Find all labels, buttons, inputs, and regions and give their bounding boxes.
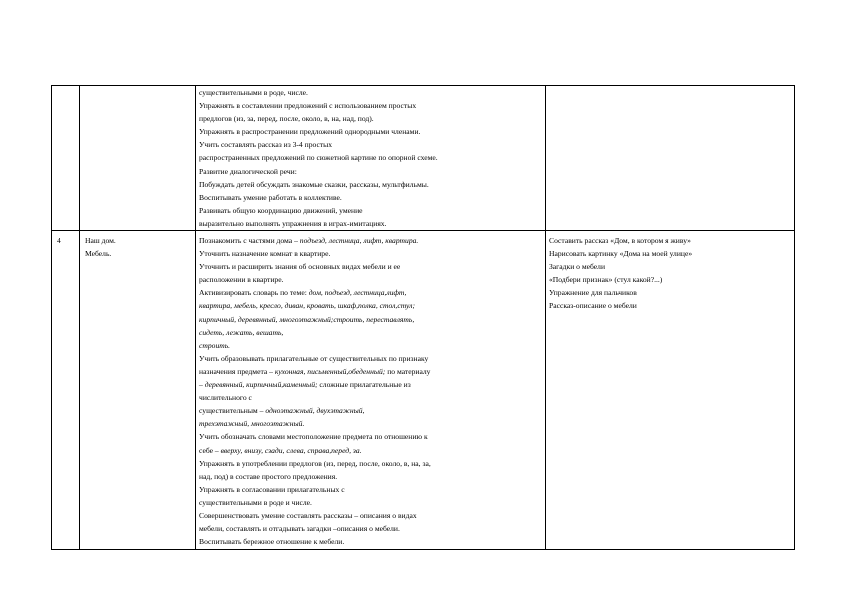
text-segment: существительными в роде, числе. <box>199 88 308 97</box>
topic-line: Мебель. <box>85 249 112 259</box>
text-segment: Развивать общую координацию движений, умение <box>199 205 363 215</box>
content-line <box>199 404 431 417</box>
content-cell <box>199 234 431 548</box>
text-segment: Познакомить с частями дома – <box>199 236 300 245</box>
content-line <box>199 483 431 496</box>
content-line <box>199 509 431 522</box>
text-segment: Упражнять в составлении предложений с использованием простых <box>199 101 417 111</box>
text-segment: Упражнять в распространении предложений однородными членами. <box>199 127 421 137</box>
col-border-1 <box>79 85 80 550</box>
text-segment: Активизировать словарь по теме: <box>199 288 309 298</box>
row-divider <box>51 230 795 231</box>
text-segment: числительного с <box>199 393 252 403</box>
col-border-right <box>794 85 795 550</box>
content-line <box>199 273 431 286</box>
continued-content-line <box>199 125 438 138</box>
text-segment: выразительно выполнять упражнения в играх-имитациях. <box>199 218 387 228</box>
content-line <box>199 286 431 299</box>
row-number: 4 <box>57 236 61 245</box>
activity-line: Упражнение для пальчиков <box>549 288 637 298</box>
content-line <box>199 234 431 247</box>
text-segment: Побуждать детей обсуждать знакомые сказки, рассказы, мультфильмы. <box>199 179 429 189</box>
continued-content-line <box>199 86 438 99</box>
text-segment: Развитие диалогической речи: <box>199 166 297 176</box>
text-segment: Уточнить назначение комнат в квартире. <box>199 249 331 259</box>
continued-content-line <box>199 191 438 204</box>
content-line <box>199 522 431 535</box>
topic-cell <box>85 234 116 260</box>
activity-cell <box>549 234 692 313</box>
text-segment: кирпичный, деревянный, многоэтажный;строить, переставлять, <box>199 314 415 324</box>
text-segment: мебели, составлять и отгадывать загадки –описания о мебели. <box>199 524 400 534</box>
continued-content-line <box>199 99 438 112</box>
text-segment: Воспитывать умение работать в коллективе. <box>199 192 342 202</box>
activity-line: «Подбери признак» (стул какой?...) <box>549 275 663 285</box>
activity-line: Нарисовать картинку «Дома на моей улице» <box>549 249 693 259</box>
content-line <box>199 470 431 483</box>
text-segment: Учить образовывать прилагательные от существительных по признаку <box>199 353 429 363</box>
content-line <box>199 391 431 404</box>
activity-line: Загадки о мебели <box>549 262 606 272</box>
content-line <box>199 339 431 352</box>
plan-table <box>51 85 795 550</box>
text-segment: Упражнять в употреблении предлогов (из, перед, после, около, в, на, за, <box>199 458 431 468</box>
continued-content-line <box>199 151 438 164</box>
text-segment: Учить составлять рассказ из 3-4 простых <box>199 140 333 150</box>
text-segment: вверху, внизу, сзади, слева, справа,перед, за. <box>220 445 362 455</box>
text-segment: предлогов (из, за, перед, после, около, в, на, над, под). <box>199 114 374 124</box>
continued-content-line <box>199 178 438 191</box>
row-number-cell <box>57 234 61 247</box>
text-segment: существительным – <box>199 406 266 416</box>
col-border-2 <box>195 85 196 550</box>
content-line <box>199 352 431 365</box>
text-segment: кухонная, письменный,обеденный; <box>274 366 386 376</box>
text-segment: квартира, мебель, кресло, диван, кровать, шкаф,полка, стол,стул; <box>199 301 415 311</box>
text-segment: трехэтажный, многоэтажный. <box>199 419 305 429</box>
text-segment: дом, подъезд, лестница,лифт, <box>308 288 407 298</box>
activity-line: Составить рассказ «Дом, в котором я живу» <box>549 236 691 245</box>
text-segment: – <box>199 380 205 390</box>
content-line <box>199 444 431 457</box>
text-segment: назначения предмета – <box>199 366 275 376</box>
content-line <box>199 260 431 273</box>
text-segment: Упражнять в согласовании прилагательных с <box>199 484 345 494</box>
text-segment: Учить обозначать словами местоположение предмета по отношению к <box>199 432 428 442</box>
text-segment: над, под) в составе простого предложения. <box>199 471 338 481</box>
continued-content-line <box>199 138 438 151</box>
text-segment: сложные прилагательные из <box>317 380 411 390</box>
col-border-3 <box>545 85 546 550</box>
content-line <box>199 457 431 470</box>
content-line <box>199 326 431 339</box>
continued-content-line <box>199 204 438 217</box>
content-line <box>199 496 431 509</box>
text-segment: строить. <box>199 340 231 350</box>
text-segment: по материалу <box>385 366 431 376</box>
content-line <box>199 417 431 430</box>
content-line <box>199 247 431 260</box>
text-segment: деревянный, кирпичный,каменный; <box>204 380 318 390</box>
text-segment: подъезд, лестница, лифт, квартира. <box>299 236 419 245</box>
activity-line: Рассказ-описание о мебели <box>549 301 637 311</box>
text-segment: распространенных предложений по сюжетной картине по опорной схеме. <box>199 153 438 163</box>
content-line <box>199 313 431 326</box>
text-segment: Воспитывать бережное отношение к мебели. <box>199 537 345 547</box>
text-segment: себе – <box>199 445 221 455</box>
table-bottom-border <box>51 549 795 550</box>
text-segment: Совершенствовать умение составлять рассказы – описания о видах <box>199 510 417 520</box>
text-segment: Уточнить и расширить знания об основных видах мебели и ее <box>199 262 401 272</box>
continued-content-line <box>199 165 438 178</box>
col-border-left <box>51 85 52 550</box>
content-line <box>199 535 431 548</box>
topic-line: Наш дом. <box>85 236 116 245</box>
content-cell-continued <box>199 86 438 230</box>
content-line <box>199 299 431 312</box>
content-line <box>199 378 431 391</box>
continued-content-line <box>199 112 438 125</box>
content-line <box>199 430 431 443</box>
content-line <box>199 365 431 378</box>
continued-content-line <box>199 217 438 230</box>
text-segment: одноэтажный, двухэтажный, <box>265 406 365 416</box>
text-segment: сидеть, лежать, вешать, <box>199 327 284 337</box>
text-segment: существительными в роде и числе. <box>199 497 312 507</box>
text-segment: расположении в квартире. <box>199 275 284 285</box>
